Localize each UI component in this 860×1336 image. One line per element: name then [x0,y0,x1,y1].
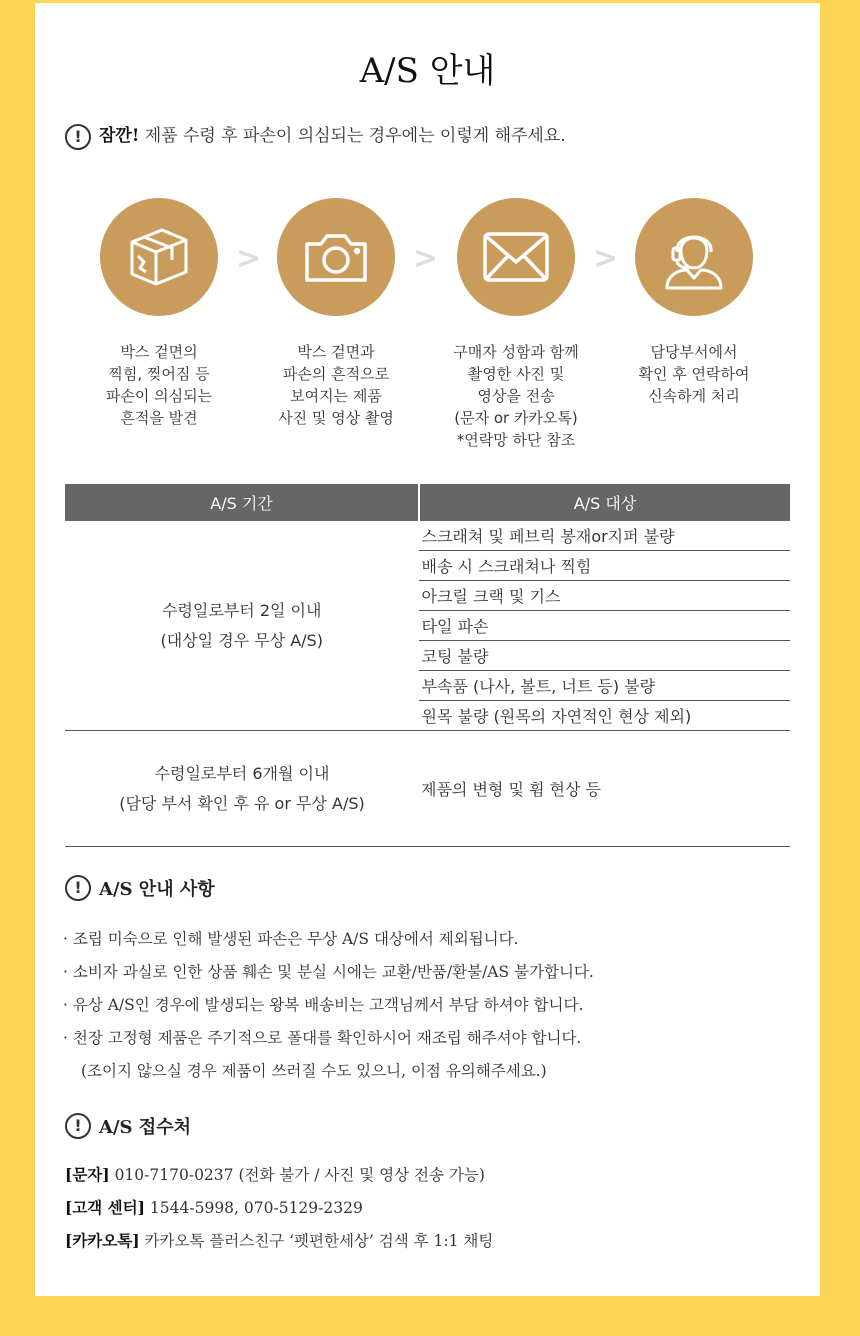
step-4-circle [635,198,753,316]
target-item: 제품의 변형 및 휨 현상 등 [419,731,790,847]
step-arrow: > [236,241,262,276]
step-4-text: 담당부서에서 확인 후 연락하여 신속하게 처리 [638,343,750,405]
headset-agent-icon [659,222,729,292]
header-period: A/S 기간 [65,484,419,521]
box-icon [124,222,194,292]
exclamation-icon: ! [65,124,91,150]
header-target: A/S 대상 [419,484,790,521]
table-row [65,521,790,551]
info-item: · 조립 미숙으로 인해 발생된 파손은 무상 A/S 대상에서 제외됩니다. [63,930,519,948]
period-cell: 수령일로부터 6개월 이내 (담당 부서 확인 후 유 or 무상 A/S) [65,731,419,847]
exclamation-icon: ! [65,875,91,901]
target-item: 원목 불량 (원목의 자연적인 현상 제외) [419,701,790,731]
envelope-icon [481,222,551,292]
step-arrow: > [593,241,619,276]
notice-strong: 잠깐! [99,126,140,146]
target-item: 부속품 (나사, 볼트, 너트 등) 불량 [419,671,790,701]
target-item: 타일 파손 [419,611,790,641]
info-item: · 유상 A/S인 경우에 발생되는 왕복 배송비는 고객님께서 부담 하셔야 합니다. [63,996,584,1014]
notice-text: 제품 수령 후 파손이 의심되는 경우에는 이렇게 해주세요. [144,126,566,146]
target-item: 스크래쳐 및 페브릭 봉재or지퍼 불량 [419,521,790,551]
step-2-circle [277,198,395,316]
contact-line: [문자] 010-7170-0237 (전화 불가 / 사진 및 영상 전송 가능) [65,1165,485,1184]
step-2-text: 박스 겉면과 파손의 흔적으로 보여지는 제품 사진 및 영상 촬영 [278,343,394,427]
notice [65,121,566,150]
step-1-text: 박스 겉면의 찍힘, 찢어짐 등 파손이 의심되는 흔적을 발견 [105,343,213,427]
as-table [65,484,790,847]
exclamation-icon: ! [65,1113,91,1139]
step-3-text: 구매자 성함과 함께 촬영한 사진 및 영상을 전송 (문자 or 카카오톡) *연락망 하단 참조 [453,343,579,449]
info-heading: ! A/S 안내 사항 [65,875,215,901]
period-cell: 수령일로부터 2일 이내 (대상일 경우 무상 A/S) [65,521,419,731]
step-3-circle [457,198,575,316]
step-arrow: > [413,241,439,276]
info-item: · 소비자 과실로 인한 상품 훼손 및 분실 시에는 교환/반품/환불/AS 불가합니다. [63,963,594,981]
page-title: A/S 안내 [359,51,496,91]
as-info-card [35,3,820,1296]
info-item: · 천장 고정형 제품은 주기적으로 폴대를 확인하시어 재조립 해주셔야 합니다. [63,1029,582,1047]
target-item: 배송 시 스크래쳐나 찍힘 [419,551,790,581]
info-item: (조이지 않으실 경우 제품이 쓰러질 수도 있으니, 이점 유의해주세요.) [81,1062,547,1080]
camera-icon [301,222,371,292]
table-row [65,731,790,847]
contact-line: [고객 센터] 1544-5998, 070-5129-2329 [65,1198,363,1217]
target-item: 코팅 불량 [419,641,790,671]
contact-heading: ! A/S 접수처 [65,1113,191,1139]
step-1-circle [100,198,218,316]
contact-line: [카카오톡] 카카오톡 플러스친구 ‘펫편한세상’ 검색 후 1:1 채팅 [65,1231,494,1250]
target-item: 아크릴 크랙 및 기스 [419,581,790,611]
